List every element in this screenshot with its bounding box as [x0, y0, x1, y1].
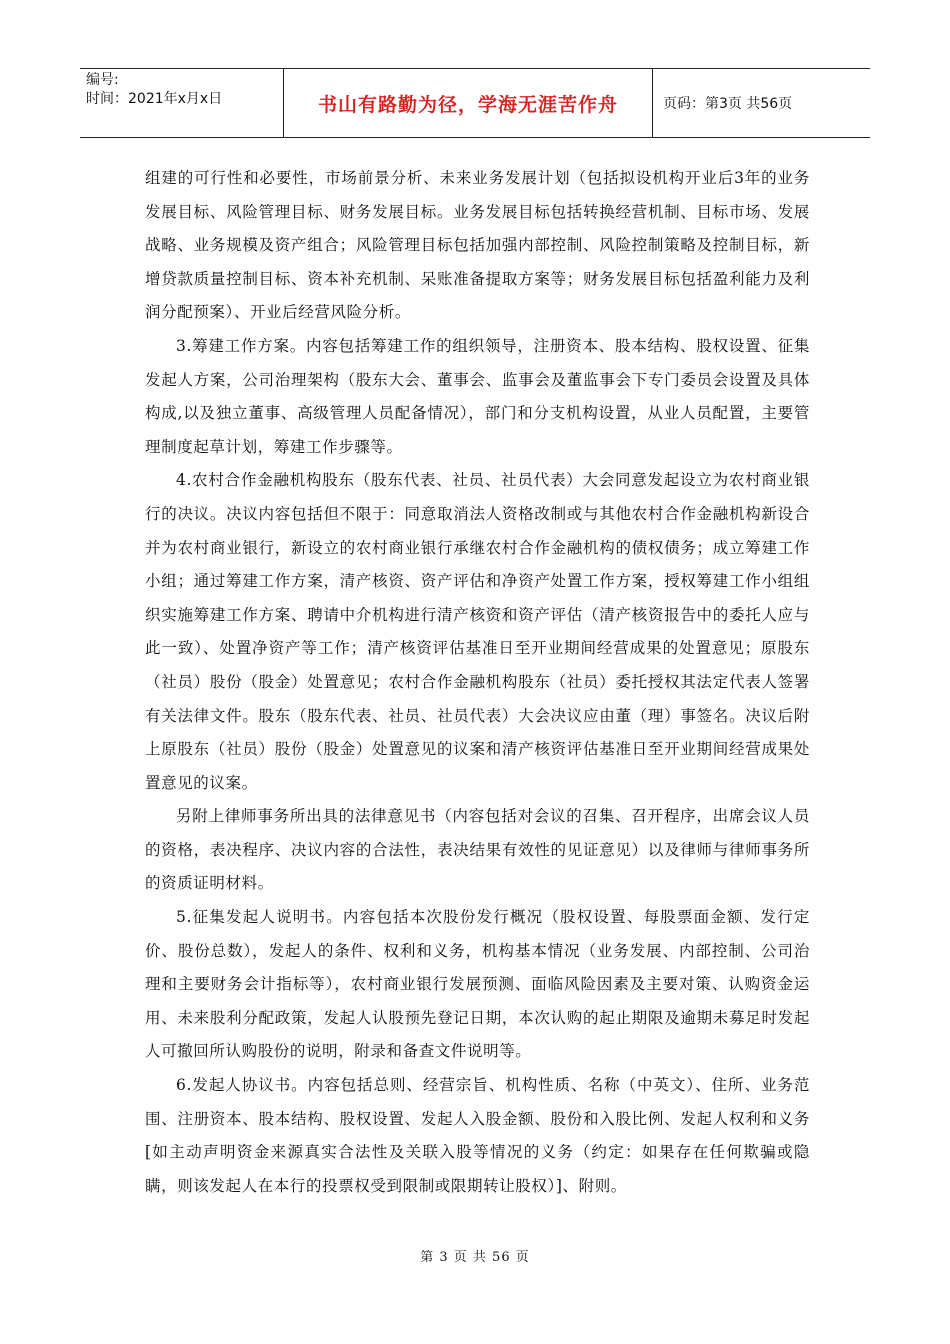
- paragraph-item-6: 6.发起人协议书。内容包括总则、经营宗旨、机构性质、名称（中英文）、住所、业务范围、注册资本、股本结构、股权设置、发起人入股金额、股份和入股比例、发起人权利和义务[如主动声明资金来源真实合法性及关联入股等情况的义务（约定：如果存在任何欺骗或隐瞒，则该发起人在本行的投票权受到限制或限期转让股权）]、附则。: [145, 1076, 810, 1195]
- paragraph-item-3: 3.筹建工作方案。内容包括筹建工作的组织领导，注册资本、股本结构、股权设置、征集发起人方案，公司治理架构（股东大会、董事会、监事会及董监事会下专门委员会设置及具体构成,以及独立董事、高级管理人员配备情况），部门和分支机构设置，从业人员配置，主要管理制度起草计划，筹建工作步骤等。: [145, 336, 810, 456]
- header-meta: [80, 69, 284, 137]
- paragraph-item-5: 5.征集发起人说明书。内容包括本次股份发行概况（股权设置、每股票面金额、发行定价、股份总数），发起人的条件、权利和义务，机构基本情况（业务发展、内部控制、公司治理和主要财务会计指标等），农村商业银行发展预测、面临风险因素及主要对策、认购资金运用、未来股利分配政策，发起人认股预先登记日期，本次认购的起止期限及逾期未募足时发起人可撤回所认购股份的说明，附录和备查文件说明等。: [145, 908, 810, 1061]
- paragraph-item-4: 4.农村合作金融机构股东（股东代表、社员、社员代表）大会同意发起设立为农村商业银行的决议。决议内容包括但不限于：同意取消法人资格改制或与其他农村合作金融机构新设合并为农村商业银行，新设立的农村商业银行承继农村合作金融机构的债权债务；成立筹建工作小组；通过筹建工作方案，清产核资、资产评估和净资产处置工作方案，授权筹建工作小组组织实施筹建工作方案、聘请中介机构进行清产核资和资产评估（清产核资报告中的委托人应与此一致）、处置净资产等工作；清产核资评估基准日至开业期间经营成果的处置意见；原股东（社员）股份（股金）处置意见；农村合作金融机构股东（社员）委托授权其法定代表人签署有关法律文件。股东（股东代表、社员、社员代表）大会决议应由董（理）事签名。决议后附上原股东（社员）股份（股金）处置意见的议案和清产核资评估基准日至开业期间经营成果处置意见的议案。: [145, 471, 810, 792]
- page-header: [80, 68, 870, 138]
- document-body: [145, 162, 810, 1203]
- header-motto: 书山有路勤为径，学海无涯苦作舟: [284, 69, 653, 137]
- document-number-label: 编号:: [86, 72, 119, 88]
- header-page-info: 页码：第3页 共56页: [663, 96, 793, 112]
- page-footer: 第 3 页 共 56 页: [420, 1250, 530, 1265]
- document-date: 时间：2021年x月x日: [86, 91, 223, 107]
- paragraph-continuation: 组建的可行性和必要性，市场前景分析、未来业务发展计划（包括拟设机构开业后3年的业务发展目标、风险管理目标、财务发展目标。业务发展目标包括转换经营机制、目标市场、发展战略、业务规模及资产组合；风险管理目标包括加强内部控制、风险控制策略及控制目标，新增贷款质量控制目标、资本补充机制、呆账准备提取方案等；财务发展目标包括盈利能力及利润分配预案）、开业后经营风险分析。: [145, 169, 810, 322]
- paragraph-legal-opinion: 另附上律师事务所出具的法律意见书（内容包括对会议的召集、召开程序，出席会议人员的资格，表决程序、决议内容的合法性，表决结果有效性的见证意见）以及律师与律师事务所的资质证明材料。: [145, 807, 810, 893]
